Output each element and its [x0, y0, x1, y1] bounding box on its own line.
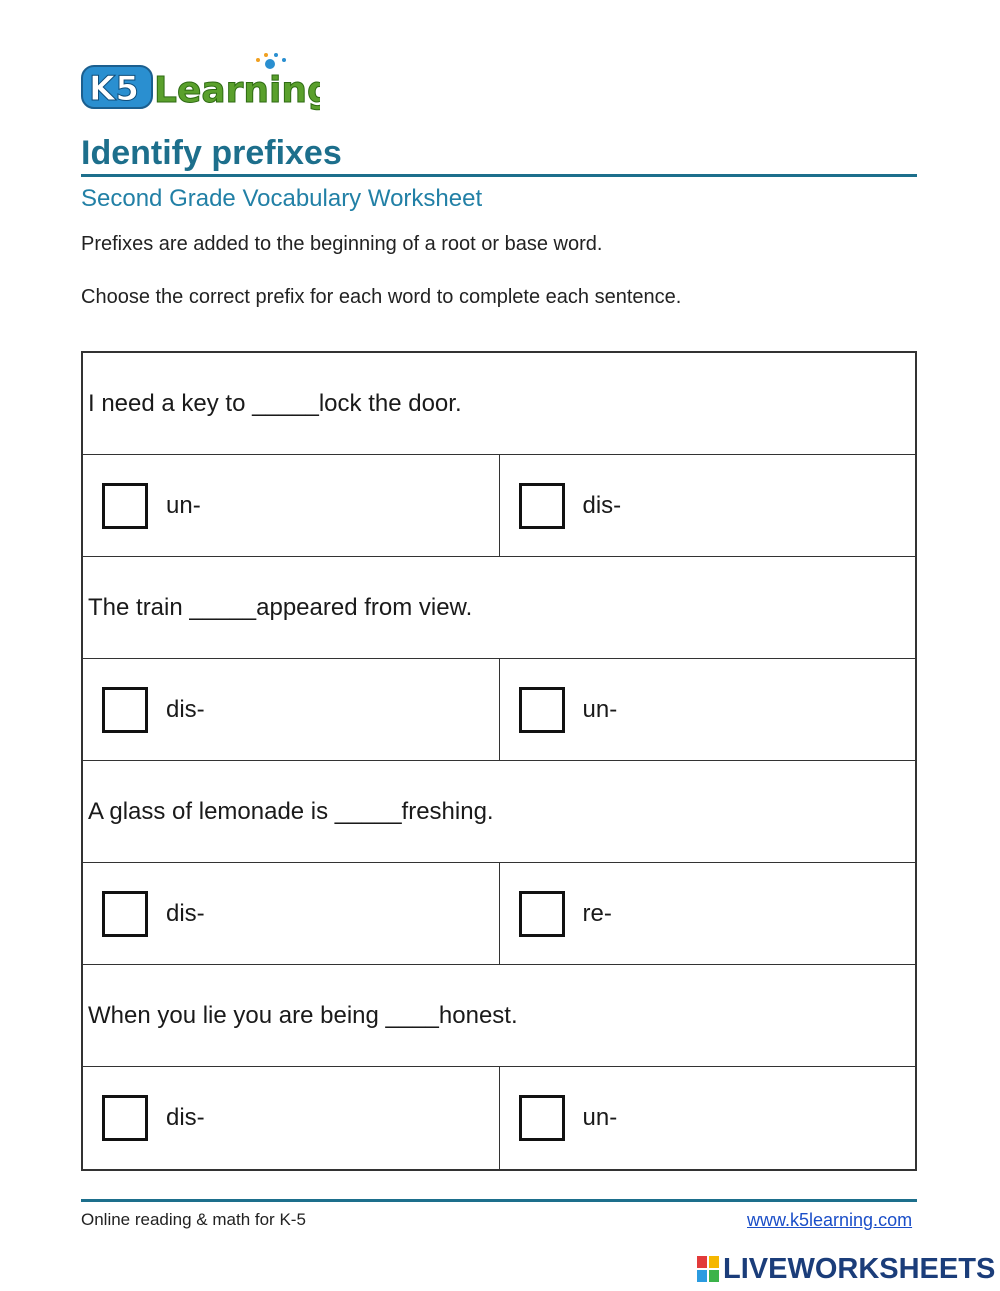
- liveworksheets-text: LIVEWORKSHEETS: [723, 1252, 996, 1285]
- liveworksheets-logo-icon: [697, 1256, 719, 1282]
- option-checkbox[interactable]: [519, 483, 565, 529]
- option-cell: [83, 659, 500, 760]
- option-checkbox[interactable]: [102, 1095, 148, 1141]
- option-label: un-: [582, 1104, 618, 1131]
- page-title: Identify prefixes: [81, 134, 342, 172]
- question-sentence-3: [83, 761, 915, 863]
- sentence-text: When you lie you are being ____honest.: [88, 1001, 518, 1029]
- option-cell: [83, 455, 500, 556]
- question-options-4: [83, 1067, 915, 1169]
- question-sentence-1: [83, 353, 915, 455]
- option-cell: [83, 1067, 500, 1169]
- sentence-text: I need a key to _____lock the door.: [88, 389, 462, 417]
- footer-tagline: Online reading & math for K-5: [81, 1210, 306, 1229]
- sentence-text: A glass of lemonade is _____freshing.: [88, 797, 494, 825]
- intro-text-2: Choose the correct prefix for each word to complete each sentence.: [81, 286, 682, 308]
- option-checkbox[interactable]: [102, 483, 148, 529]
- option-checkbox[interactable]: [102, 687, 148, 733]
- option-checkbox[interactable]: [519, 1095, 565, 1141]
- option-checkbox[interactable]: [519, 687, 565, 733]
- option-cell: [500, 455, 916, 556]
- k5-learning-logo: [80, 52, 320, 114]
- intro-text-1: Prefixes are added to the beginning of a root or base word.: [81, 233, 603, 255]
- question-options-1: [83, 455, 915, 557]
- option-cell: [500, 659, 916, 760]
- option-cell: [500, 863, 916, 964]
- liveworksheets-watermark: [697, 1254, 995, 1284]
- option-label: dis-: [582, 491, 622, 519]
- option-label: un-: [166, 491, 201, 519]
- title-divider: [81, 174, 917, 177]
- option-label: re-: [582, 899, 612, 927]
- option-cell: [500, 1067, 916, 1169]
- sentence-text: The train _____appeared from view.: [88, 593, 473, 621]
- option-checkbox[interactable]: [519, 891, 565, 937]
- question-options-2: [83, 659, 915, 761]
- footer-divider: [81, 1199, 917, 1202]
- option-checkbox[interactable]: [102, 891, 148, 937]
- option-label: dis-: [166, 1104, 205, 1131]
- question-sentence-4: [83, 965, 915, 1067]
- option-label: un-: [582, 695, 618, 723]
- footer-website-link[interactable]: www.k5learning.com: [747, 1210, 913, 1230]
- question-table: [81, 351, 917, 1171]
- question-sentence-2: [83, 557, 915, 659]
- svg-text:K5: K5: [89, 69, 140, 109]
- svg-text:Learning: Learning: [154, 70, 320, 111]
- option-label: dis-: [166, 695, 205, 723]
- question-options-3: [83, 863, 915, 965]
- option-cell: [83, 863, 500, 964]
- page-subtitle: Second Grade Vocabulary Worksheet: [81, 185, 483, 212]
- option-label: dis-: [166, 899, 205, 927]
